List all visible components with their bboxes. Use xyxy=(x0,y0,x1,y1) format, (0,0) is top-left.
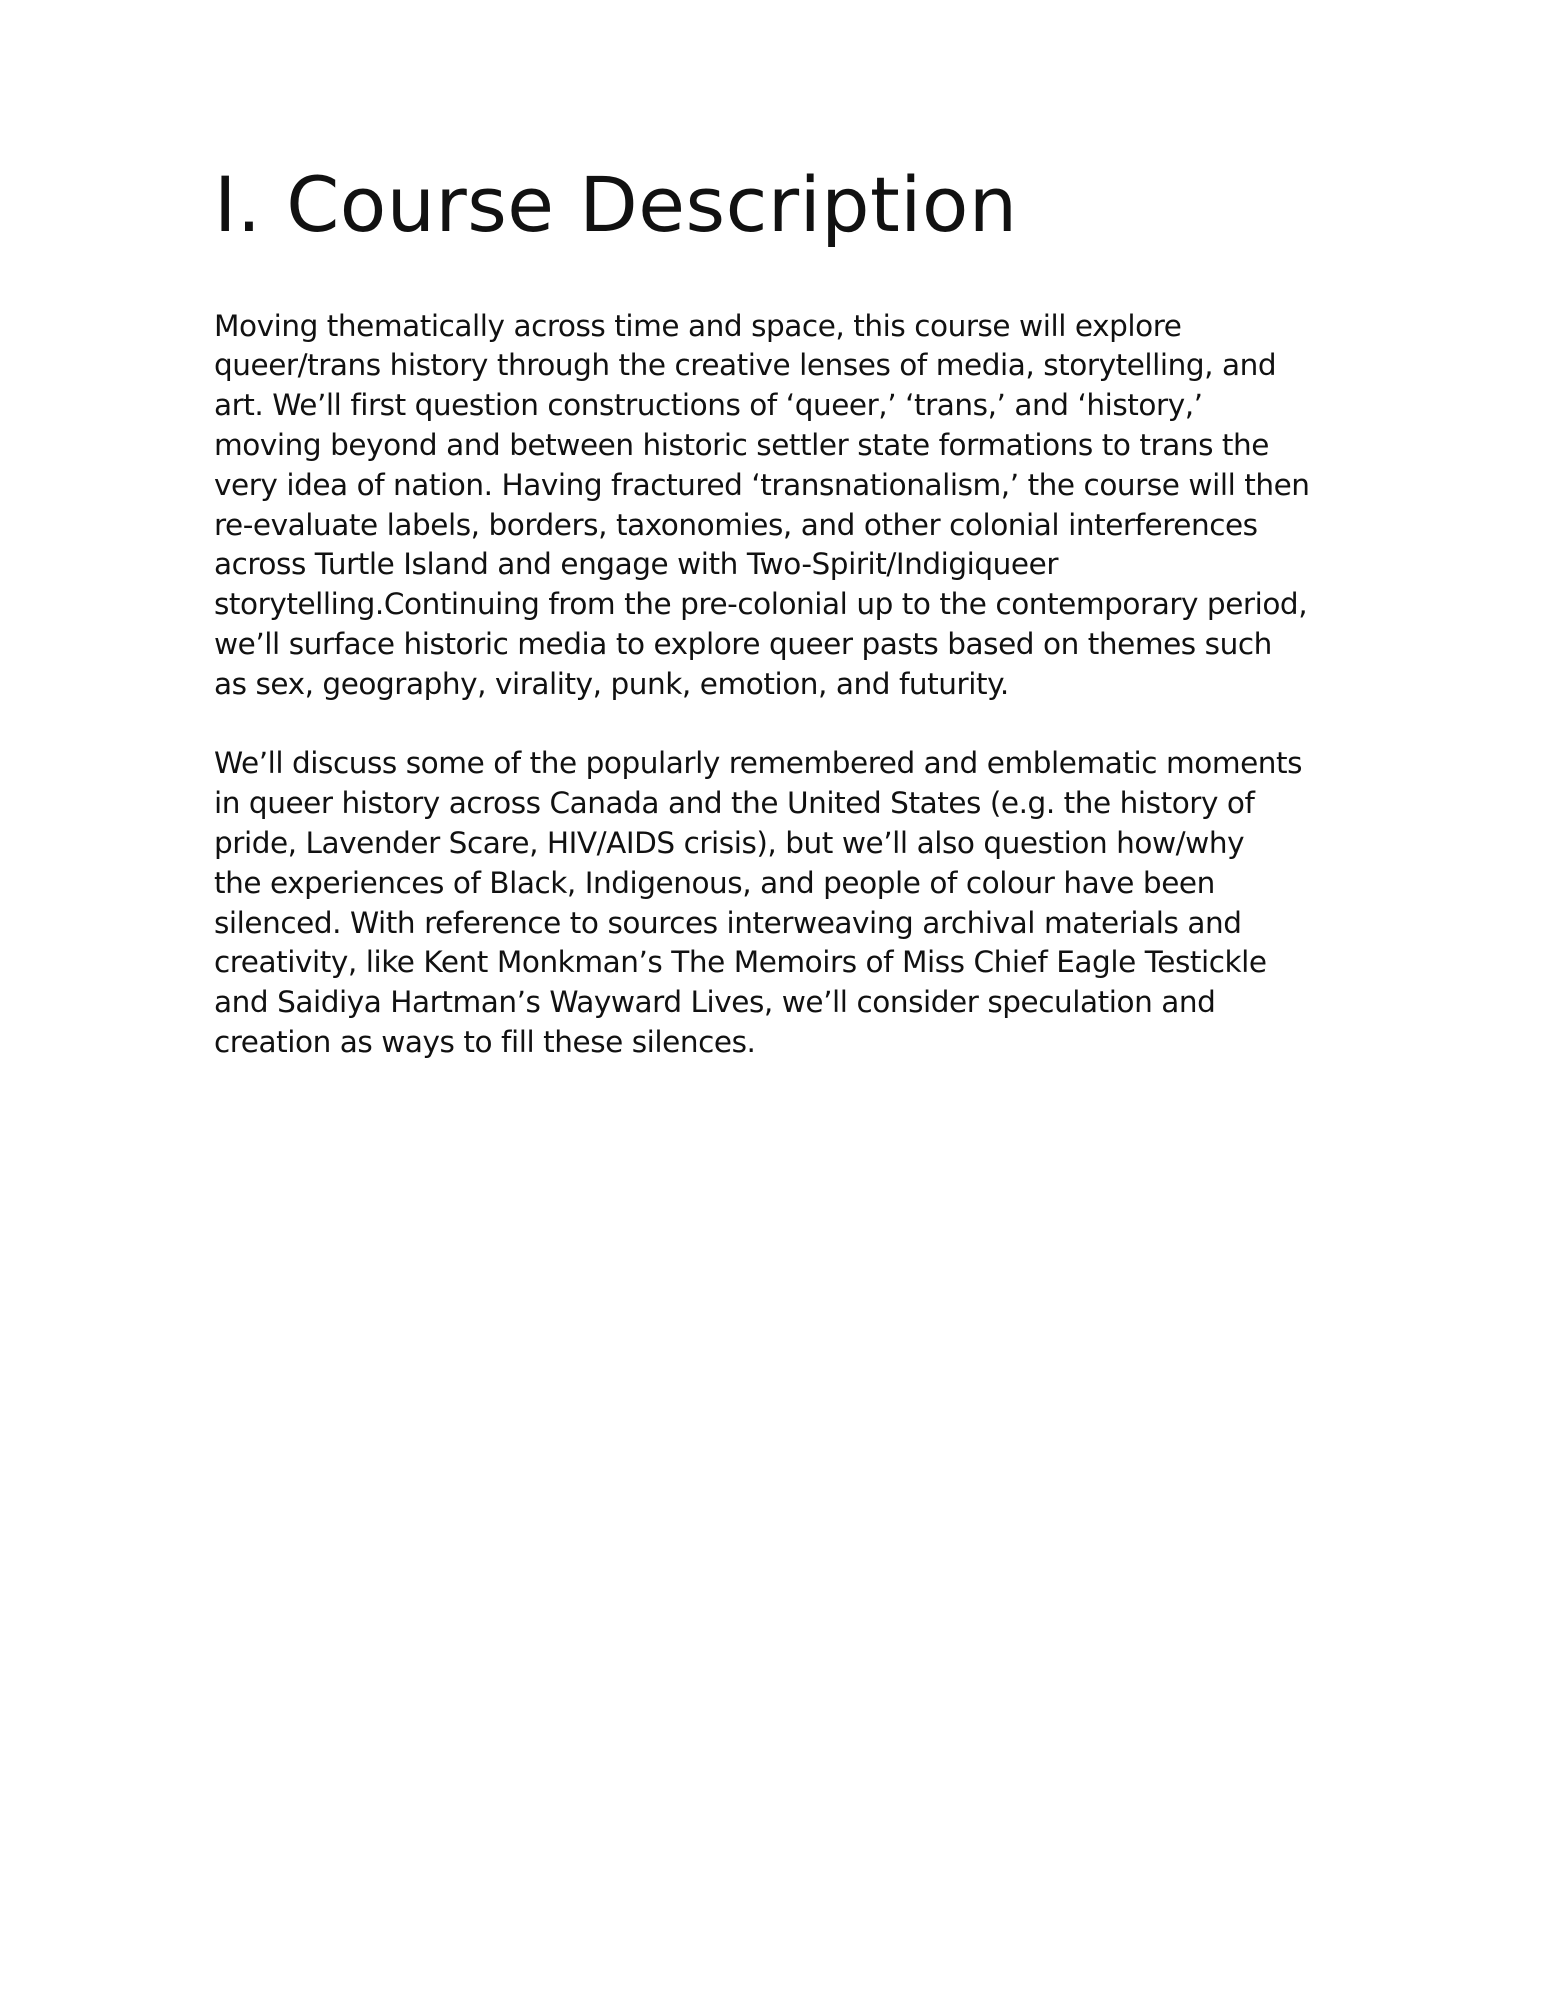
text-line: re-evaluate labels, borders, taxonomies, and other colonial interferences xyxy=(214,507,1258,542)
text-line: creation as ways to fill these silences. xyxy=(214,1024,756,1059)
text-line: art. We’ll first question constructions of ‘queer,’ ‘trans,’ and ‘history,’ xyxy=(214,388,1203,423)
text-line: We’ll discuss some of the popularly remembered and emblematic moments xyxy=(214,746,1303,781)
text-line: very idea of nation. Having fractured ‘transnationalism,’ the course will then xyxy=(214,467,1310,502)
text-line: creativity, like Kent Monkman’s The Memoirs of Miss Chief Eagle Testickle xyxy=(214,945,1267,980)
text-line: silenced. With reference to sources interweaving archival materials and xyxy=(214,905,1242,940)
text-line: the experiences of Black, Indigenous, and people of colour have been xyxy=(214,865,1215,900)
text-line: storytelling.Continuing from the pre-colonial up to the contemporary period, xyxy=(214,587,1308,622)
text-line: and Saidiya Hartman’s Wayward Lives, we’ll consider speculation and xyxy=(214,985,1216,1020)
document-page xyxy=(214,160,1344,1063)
course-description-body xyxy=(214,307,1344,1063)
text-line: Moving thematically across time and space, this course will explore xyxy=(214,308,1182,343)
paragraph-1 xyxy=(214,307,1344,705)
text-line: queer/trans history through the creative lenses of media, storytelling, and xyxy=(214,348,1277,383)
text-line: pride, Lavender Scare, HIV/AIDS crisis), but we’ll also question how/why xyxy=(214,825,1245,860)
paragraph-2 xyxy=(214,744,1344,1062)
text-line: we’ll surface historic media to explore queer pasts based on themes such xyxy=(214,626,1272,661)
text-line: in queer history across Canada and the United States (e.g. the history of xyxy=(214,786,1255,821)
text-line: as sex, geography, virality, punk, emotion, and futurity. xyxy=(214,666,1009,701)
text-line: moving beyond and between historic settler state formations to trans the xyxy=(214,427,1269,462)
section-heading: I. Course Description xyxy=(214,160,1018,249)
text-line: across Turtle Island and engage with Two-Spirit/Indigiqueer xyxy=(214,547,1059,582)
